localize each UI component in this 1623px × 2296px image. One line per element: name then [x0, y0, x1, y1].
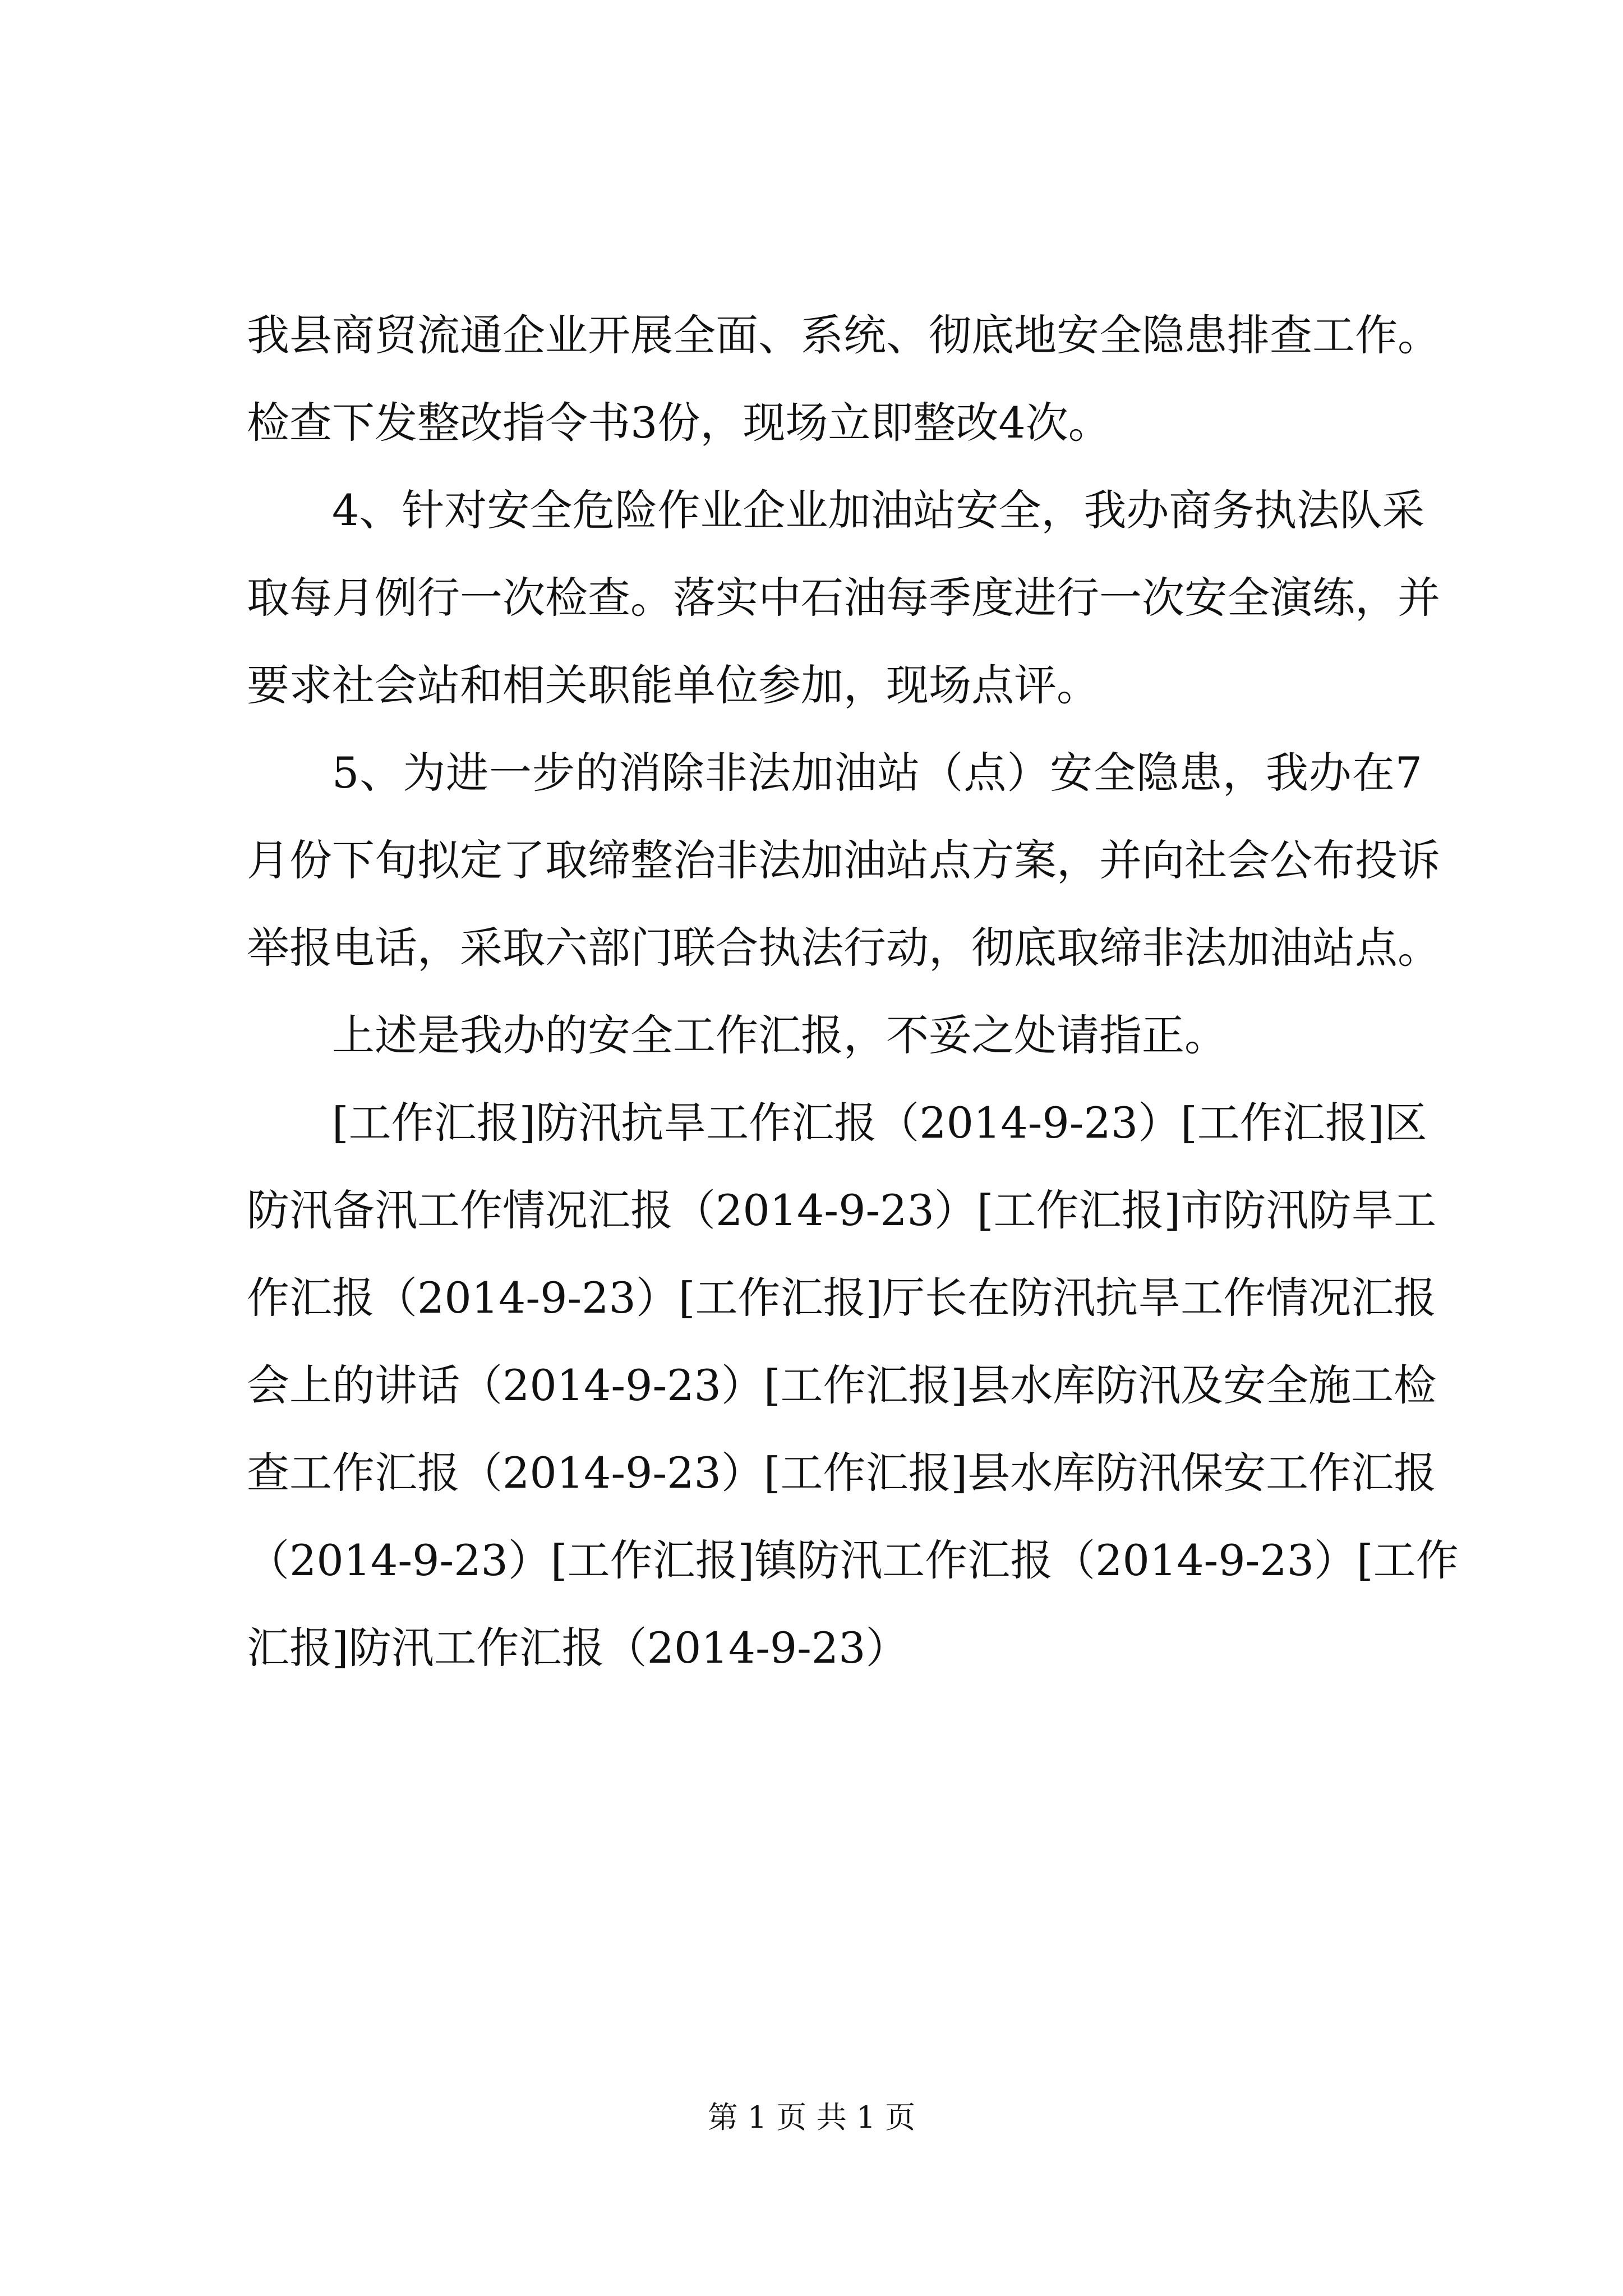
related-links-line: 查工作汇报（2014-9-23）[工作汇报]县水库防汛保安工作汇报: [247, 1448, 1437, 1498]
related-links-line: 会上的讲话（2014-9-23）[工作汇报]县水库防汛及安全施工检: [247, 1360, 1437, 1410]
text-line: 取每月例行一次检查。落实中石油每季度进行一次安全演练，并: [247, 573, 1440, 623]
text-line: 举报电话，采取六部门联合执法行动，彻底取缔非法加油站点。: [247, 923, 1440, 973]
page-number: 第 1 页 共 1 页: [707, 2100, 916, 2135]
related-links-line: 作汇报（2014-9-23）[工作汇报]厅长在防汛抗旱工作情况汇报: [247, 1273, 1437, 1323]
paragraph-5-line: 5、为进一步的消除非法加油站（点）安全隐患，我办在7: [332, 748, 1422, 798]
text-line: 我县商贸流通企业开展全面、系统、彻底地安全隐患排查工作。: [247, 310, 1440, 360]
related-links-line: （2014-9-23）[工作汇报]镇防汛工作汇报（2014-9-23）[工作: [247, 1535, 1459, 1585]
closing-line: 上述是我办的安全工作汇报，不妥之处请指正。: [332, 1010, 1227, 1060]
text-line: 检查下发整改指令书3份，现场立即整改4次。: [247, 398, 1111, 448]
text-line: 要求社会站和相关职能单位参加，现场点评。: [247, 660, 1099, 710]
related-links-line: [工作汇报]防汛抗旱工作汇报（2014-9-23）[工作汇报]区: [332, 1098, 1427, 1148]
paragraph-4-line: 4、针对安全危险作业企业加油站安全，我办商务执法队采: [332, 485, 1425, 535]
related-links-line: 汇报]防汛工作汇报（2014-9-23）: [247, 1623, 909, 1673]
related-links-line: 防汛备汛工作情况汇报（2014-9-23）[工作汇报]市防汛防旱工: [247, 1185, 1437, 1235]
page-footer: [0, 2095, 1623, 2140]
text-line: 月份下旬拟定了取缔整治非法加油站点方案，并向社会公布投诉: [247, 835, 1440, 885]
document-body: [247, 292, 1459, 1692]
